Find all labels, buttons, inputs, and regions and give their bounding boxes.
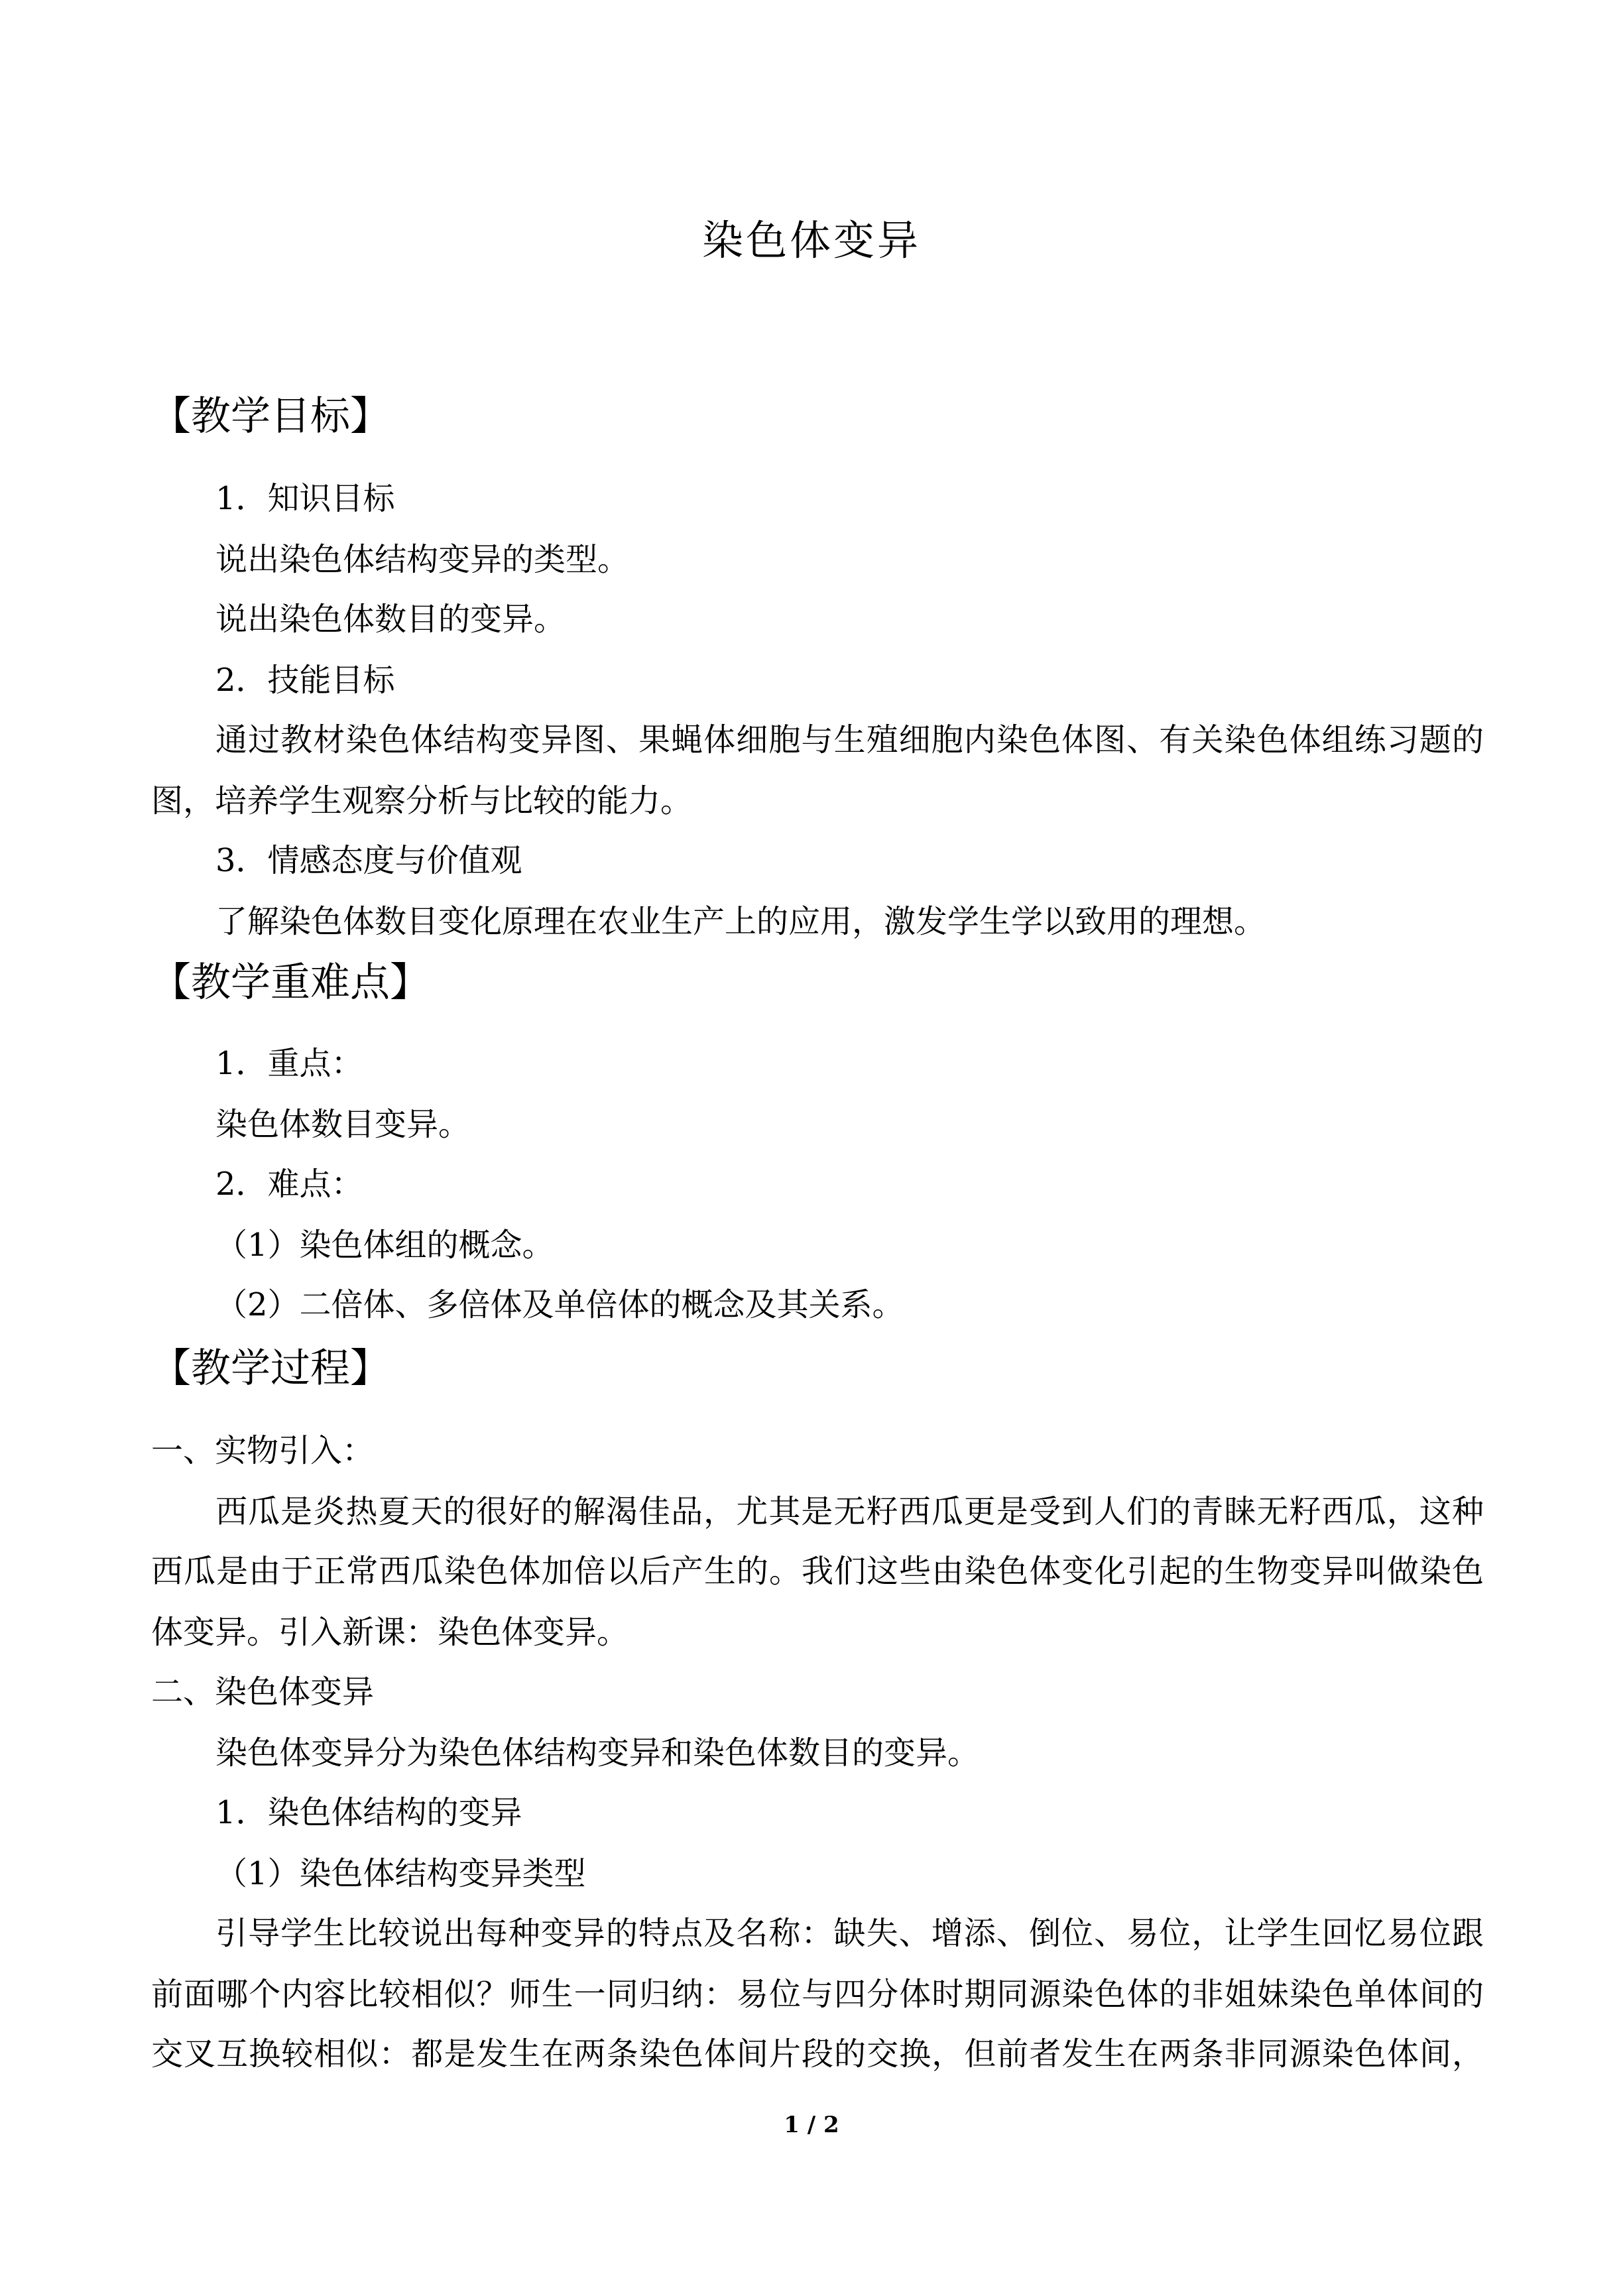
heading-objectives: 【教学目标】 — [151, 393, 390, 440]
skill-text-line-1: 通过教材染色体结构变异图、果蝇体细胞与生殖细胞内染色体图、有关染色体组练习题的 — [215, 721, 1484, 758]
emotion-label: 3．情感态度与价值观 — [215, 842, 522, 879]
focus-text: 染色体数目变异。 — [215, 1106, 471, 1143]
focus-label: 1．重点： — [215, 1045, 363, 1082]
heading-key-points: 【教学重难点】 — [151, 959, 430, 1006]
page-number: 1 / 2 — [784, 2112, 839, 2138]
knowledge-label: 1．知识目标 — [215, 480, 395, 517]
variation-label: 二、染色体变异 — [151, 1673, 375, 1711]
heading-process: 【教学过程】 — [151, 1345, 390, 1392]
difficulty-label: 2．难点： — [215, 1166, 363, 1203]
knowledge-item-1: 说出染色体结构变异的类型。 — [215, 541, 630, 578]
guide-text-line-1: 引导学生比较说出每种变异的特点及名称：缺失、增添、倒位、易位，让学生回忆易位跟 — [215, 1915, 1484, 1952]
difficulty-item-1: （1）染色体组的概念。 — [215, 1227, 554, 1264]
guide-text-line-2: 前面哪个内容比较相似？师生一同归纳：易位与四分体时期同源染色体的非姐妹染色单体间的 — [151, 1976, 1484, 2013]
difficulty-item-2: （2）二倍体、多倍体及单倍体的概念及其关系。 — [215, 1286, 904, 1323]
intro-label: 一、实物引入： — [151, 1432, 375, 1469]
skill-text-line-2: 图，培养学生观察分析与比较的能力。 — [151, 782, 693, 819]
guide-text-line-3: 交叉互换较相似：都是发生在两条染色体间片段的交换，但前者发生在两条非同源染色体间， — [151, 2035, 1484, 2073]
intro-text-line-2: 西瓜是由于正常西瓜染色体加倍以后产生的。我们这些由染色体变化引起的生物变异叫做染色 — [151, 1553, 1484, 1590]
structure-label: 1．染色体结构的变异 — [215, 1794, 522, 1831]
variation-text: 染色体变异分为染色体结构变异和染色体数目的变异。 — [215, 1734, 980, 1772]
knowledge-item-2: 说出染色体数目的变异。 — [215, 601, 566, 638]
structure-types: （1）染色体结构变异类型 — [215, 1855, 586, 1892]
intro-text-line-1: 西瓜是炎热夏天的很好的解渴佳品，尤其是无籽西瓜更是受到人们的青睐无籽西瓜，这种 — [215, 1493, 1484, 1530]
skill-label: 2．技能目标 — [215, 662, 395, 699]
intro-text-line-3: 体变异。引入新课：染色体变异。 — [151, 1614, 629, 1651]
emotion-text: 了解染色体数目变化原理在农业生产上的应用，激发学生学以致用的理想。 — [215, 903, 1266, 940]
document-title: 染色体变异 — [701, 216, 921, 265]
